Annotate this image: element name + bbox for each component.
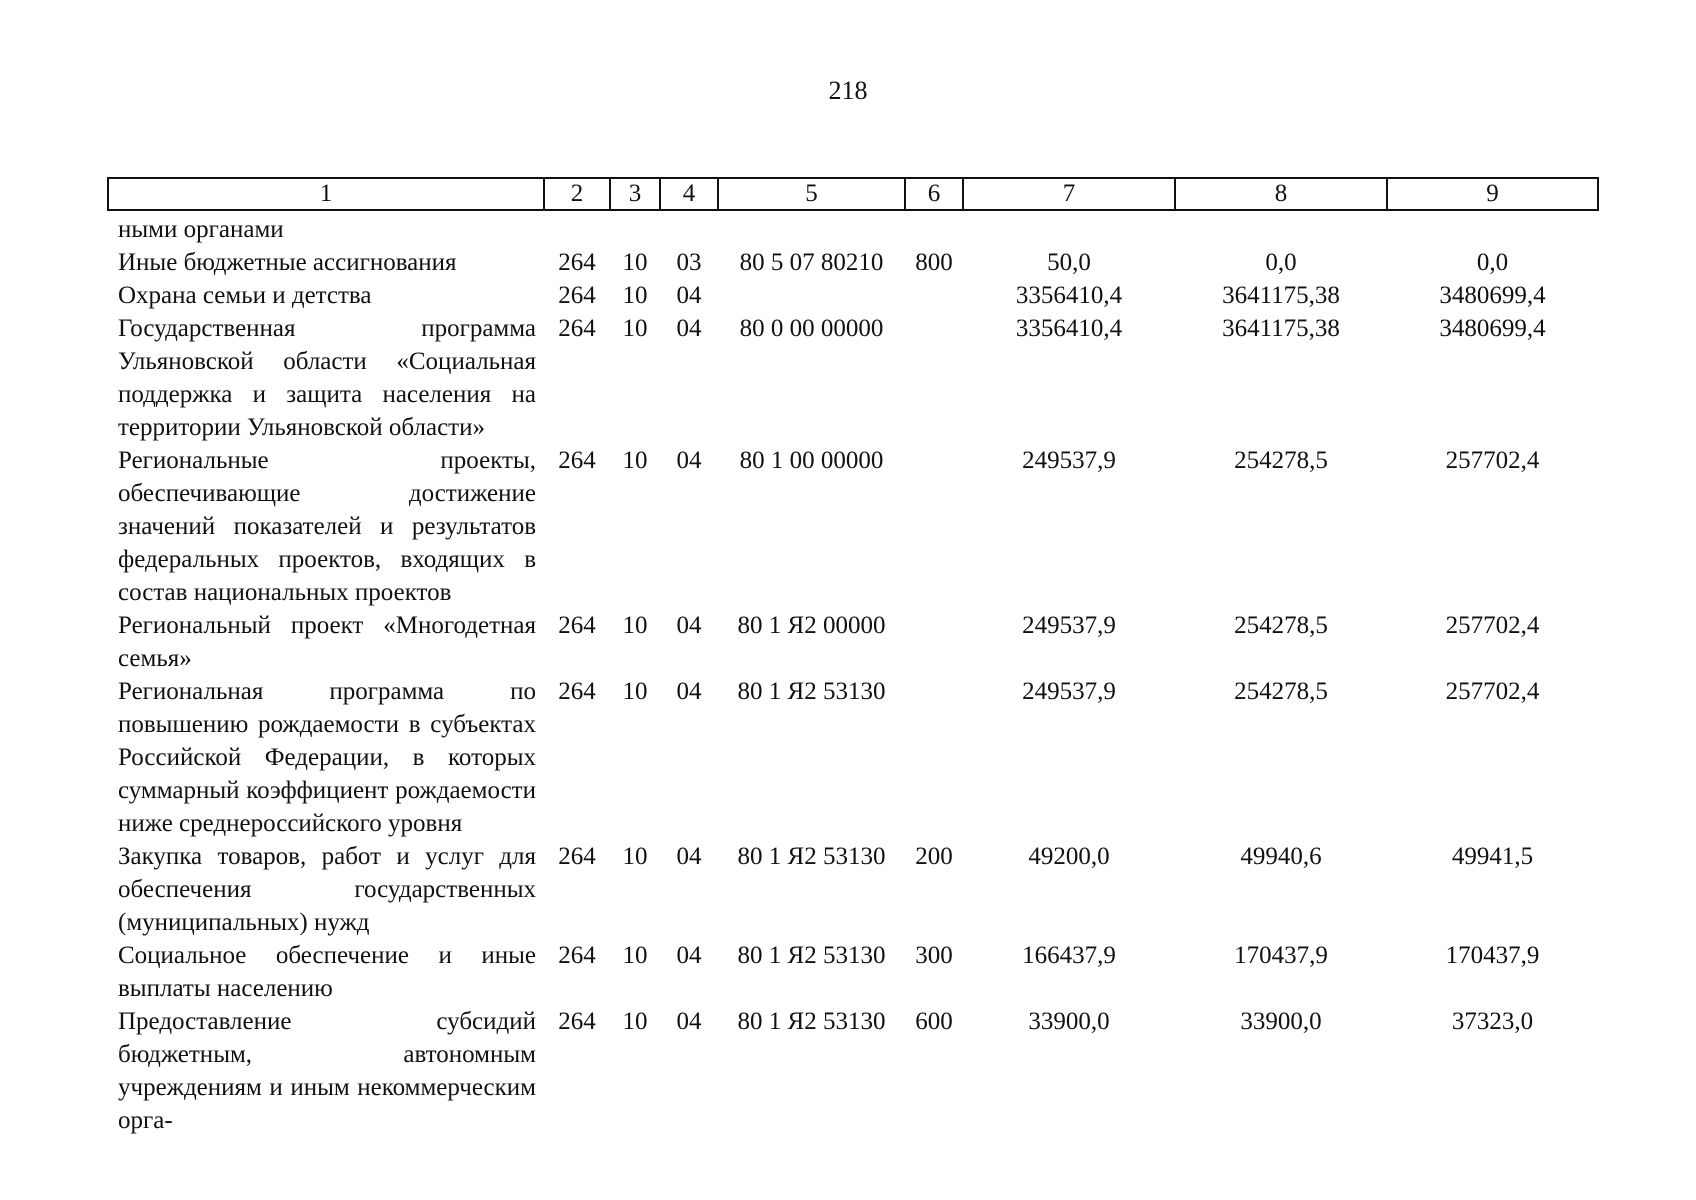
table-row [108,246,1598,279]
row-amount-1 [963,210,1175,246]
row-name: Закупка товаров, работ и услуг для обеспечения государственных (муниципальных) нужд [118,843,536,936]
row-name: Региональный проект «Многодетная семья» [118,612,536,672]
header-col-2: 2 [544,178,610,210]
table-row [108,279,1598,312]
row-ministry-code: 264 [558,843,596,870]
table-row [108,675,1598,840]
table-row [108,210,1598,246]
table-row [108,840,1598,939]
row-target-article [718,210,905,246]
row-amount-3 [1387,210,1598,246]
row-amount-1: 249537,9 [1022,612,1116,639]
row-ministry-code: 264 [558,1008,596,1035]
row-amount-2: 3641175,38 [1222,282,1340,309]
header-col-1: 1 [108,178,544,210]
row-name: ными органами [118,216,284,243]
header-col-4: 4 [660,178,718,210]
row-amount-2 [1175,210,1387,246]
row-section: 10 [622,1008,648,1035]
row-subsection: 04 [676,1008,702,1035]
row-target-article: 80 1 Я2 53130 [737,678,886,705]
row-amount-3: 257702,4 [1445,678,1540,705]
header-col-9: 9 [1387,178,1598,210]
row-ministry-code: 264 [558,612,596,639]
row-amount-2: 49940,6 [1240,843,1322,870]
header-col-8: 8 [1175,178,1387,210]
row-target-article: 80 1 Я2 00000 [737,612,886,639]
row-expense-type: 600 [915,1008,953,1035]
row-section: 10 [622,315,648,342]
row-amount-2: 254278,5 [1234,447,1328,474]
row-subsection: 04 [676,942,702,969]
row-amount-3: 170437,9 [1445,942,1540,969]
row-expense-type [905,279,963,312]
table-row [108,312,1598,444]
row-section: 10 [622,612,648,639]
row-target-article: 80 0 00 00000 [739,315,884,342]
row-target-article: 80 5 07 80210 [739,249,884,276]
table-row [108,1005,1598,1137]
header-col-7: 7 [963,178,1175,210]
row-section: 10 [622,678,648,705]
row-expense-type: 200 [915,843,953,870]
budget-table-container [107,177,1597,1137]
row-section: 10 [622,942,648,969]
row-expense-type [905,444,963,609]
row-ministry-code: 264 [558,678,596,705]
row-target-article: 80 1 00 00000 [739,447,884,474]
row-expense-type [905,609,963,675]
row-expense-type: 300 [915,942,953,969]
row-name: Предоставление субсидий бюджетным, автономным учреждениям и иным некоммерческим орга- [118,1008,536,1134]
header-col-3: 3 [610,178,660,210]
row-ministry-code [544,210,610,246]
row-amount-1: 33900,0 [1028,1008,1110,1035]
row-amount-1: 249537,9 [1022,678,1116,705]
row-amount-2: 0,0 [1265,249,1297,276]
row-amount-2: 254278,5 [1234,678,1328,705]
row-amount-3: 0,0 [1476,249,1509,276]
row-amount-1: 50,0 [1047,249,1091,276]
row-section: 10 [622,447,648,474]
row-name: Социальное обеспечение и иные выплаты населению [118,942,536,1002]
row-subsection: 03 [676,249,702,276]
row-amount-2: 33900,0 [1240,1008,1322,1035]
row-ministry-code: 264 [558,447,596,474]
row-ministry-code: 264 [558,282,596,309]
row-ministry-code: 264 [558,315,596,342]
row-name: Охрана семьи и детства [118,282,372,309]
row-subsection: 04 [676,282,702,309]
row-ministry-code: 264 [558,249,596,276]
budget-table [107,177,1599,1137]
row-expense-type: 800 [915,249,953,276]
header-col-5: 5 [718,178,905,210]
row-section: 10 [622,282,648,309]
row-name: Региональная программа по повышению рождаемости в субъектах Российской Федерации, в которых суммарный коэффициент рождаемости ниже среднероссийского уровня [118,678,536,837]
table-row [108,939,1598,1005]
row-subsection: 04 [676,447,702,474]
row-section: 10 [622,249,648,276]
row-name: Региональные проекты, обеспечивающие достижение значений показателей и результатов федеральных проектов, входящих в состав национальных проектов [118,447,536,606]
row-subsection: 04 [676,843,702,870]
row-expense-type [905,312,963,444]
row-subsection: 04 [676,612,702,639]
row-amount-1: 49200,0 [1028,843,1110,870]
row-amount-1: 166437,9 [1022,942,1116,969]
row-name: Иные бюджетные ассигнования [118,249,457,276]
row-expense-type [905,675,963,840]
row-target-article: 80 1 Я2 53130 [737,843,886,870]
row-subsection: 04 [676,678,702,705]
row-amount-2: 3641175,38 [1222,315,1340,342]
row-section [610,210,660,246]
row-amount-2: 170437,9 [1234,942,1328,969]
row-expense-type [905,210,963,246]
row-target-article: 80 1 Я2 53130 [737,1008,886,1035]
row-ministry-code: 264 [558,942,596,969]
row-amount-3: 3480699,4 [1439,282,1546,309]
row-section: 10 [622,843,648,870]
row-amount-3: 49941,5 [1451,843,1534,870]
row-amount-2: 254278,5 [1234,612,1328,639]
row-subsection [660,210,718,246]
row-target-article: 80 1 Я2 53130 [737,942,886,969]
page-number: 218 [828,76,868,105]
row-amount-3: 3480699,4 [1439,315,1546,342]
row-amount-1: 249537,9 [1022,447,1116,474]
row-amount-3: 257702,4 [1445,612,1540,639]
table-row [108,609,1598,675]
row-amount-3: 257702,4 [1445,447,1540,474]
row-amount-1: 3356410,4 [1015,282,1123,309]
row-amount-1: 3356410,4 [1015,315,1123,342]
row-subsection: 04 [676,315,702,342]
row-target-article [718,279,905,312]
header-col-6: 6 [905,178,963,210]
table-row [108,444,1598,609]
column-number-header [108,178,1598,210]
row-amount-3: 37323,0 [1451,1008,1534,1035]
row-name: Государственная программа Ульяновской области «Социальная поддержка и защита населения на территории Ульяновской области» [118,315,536,441]
